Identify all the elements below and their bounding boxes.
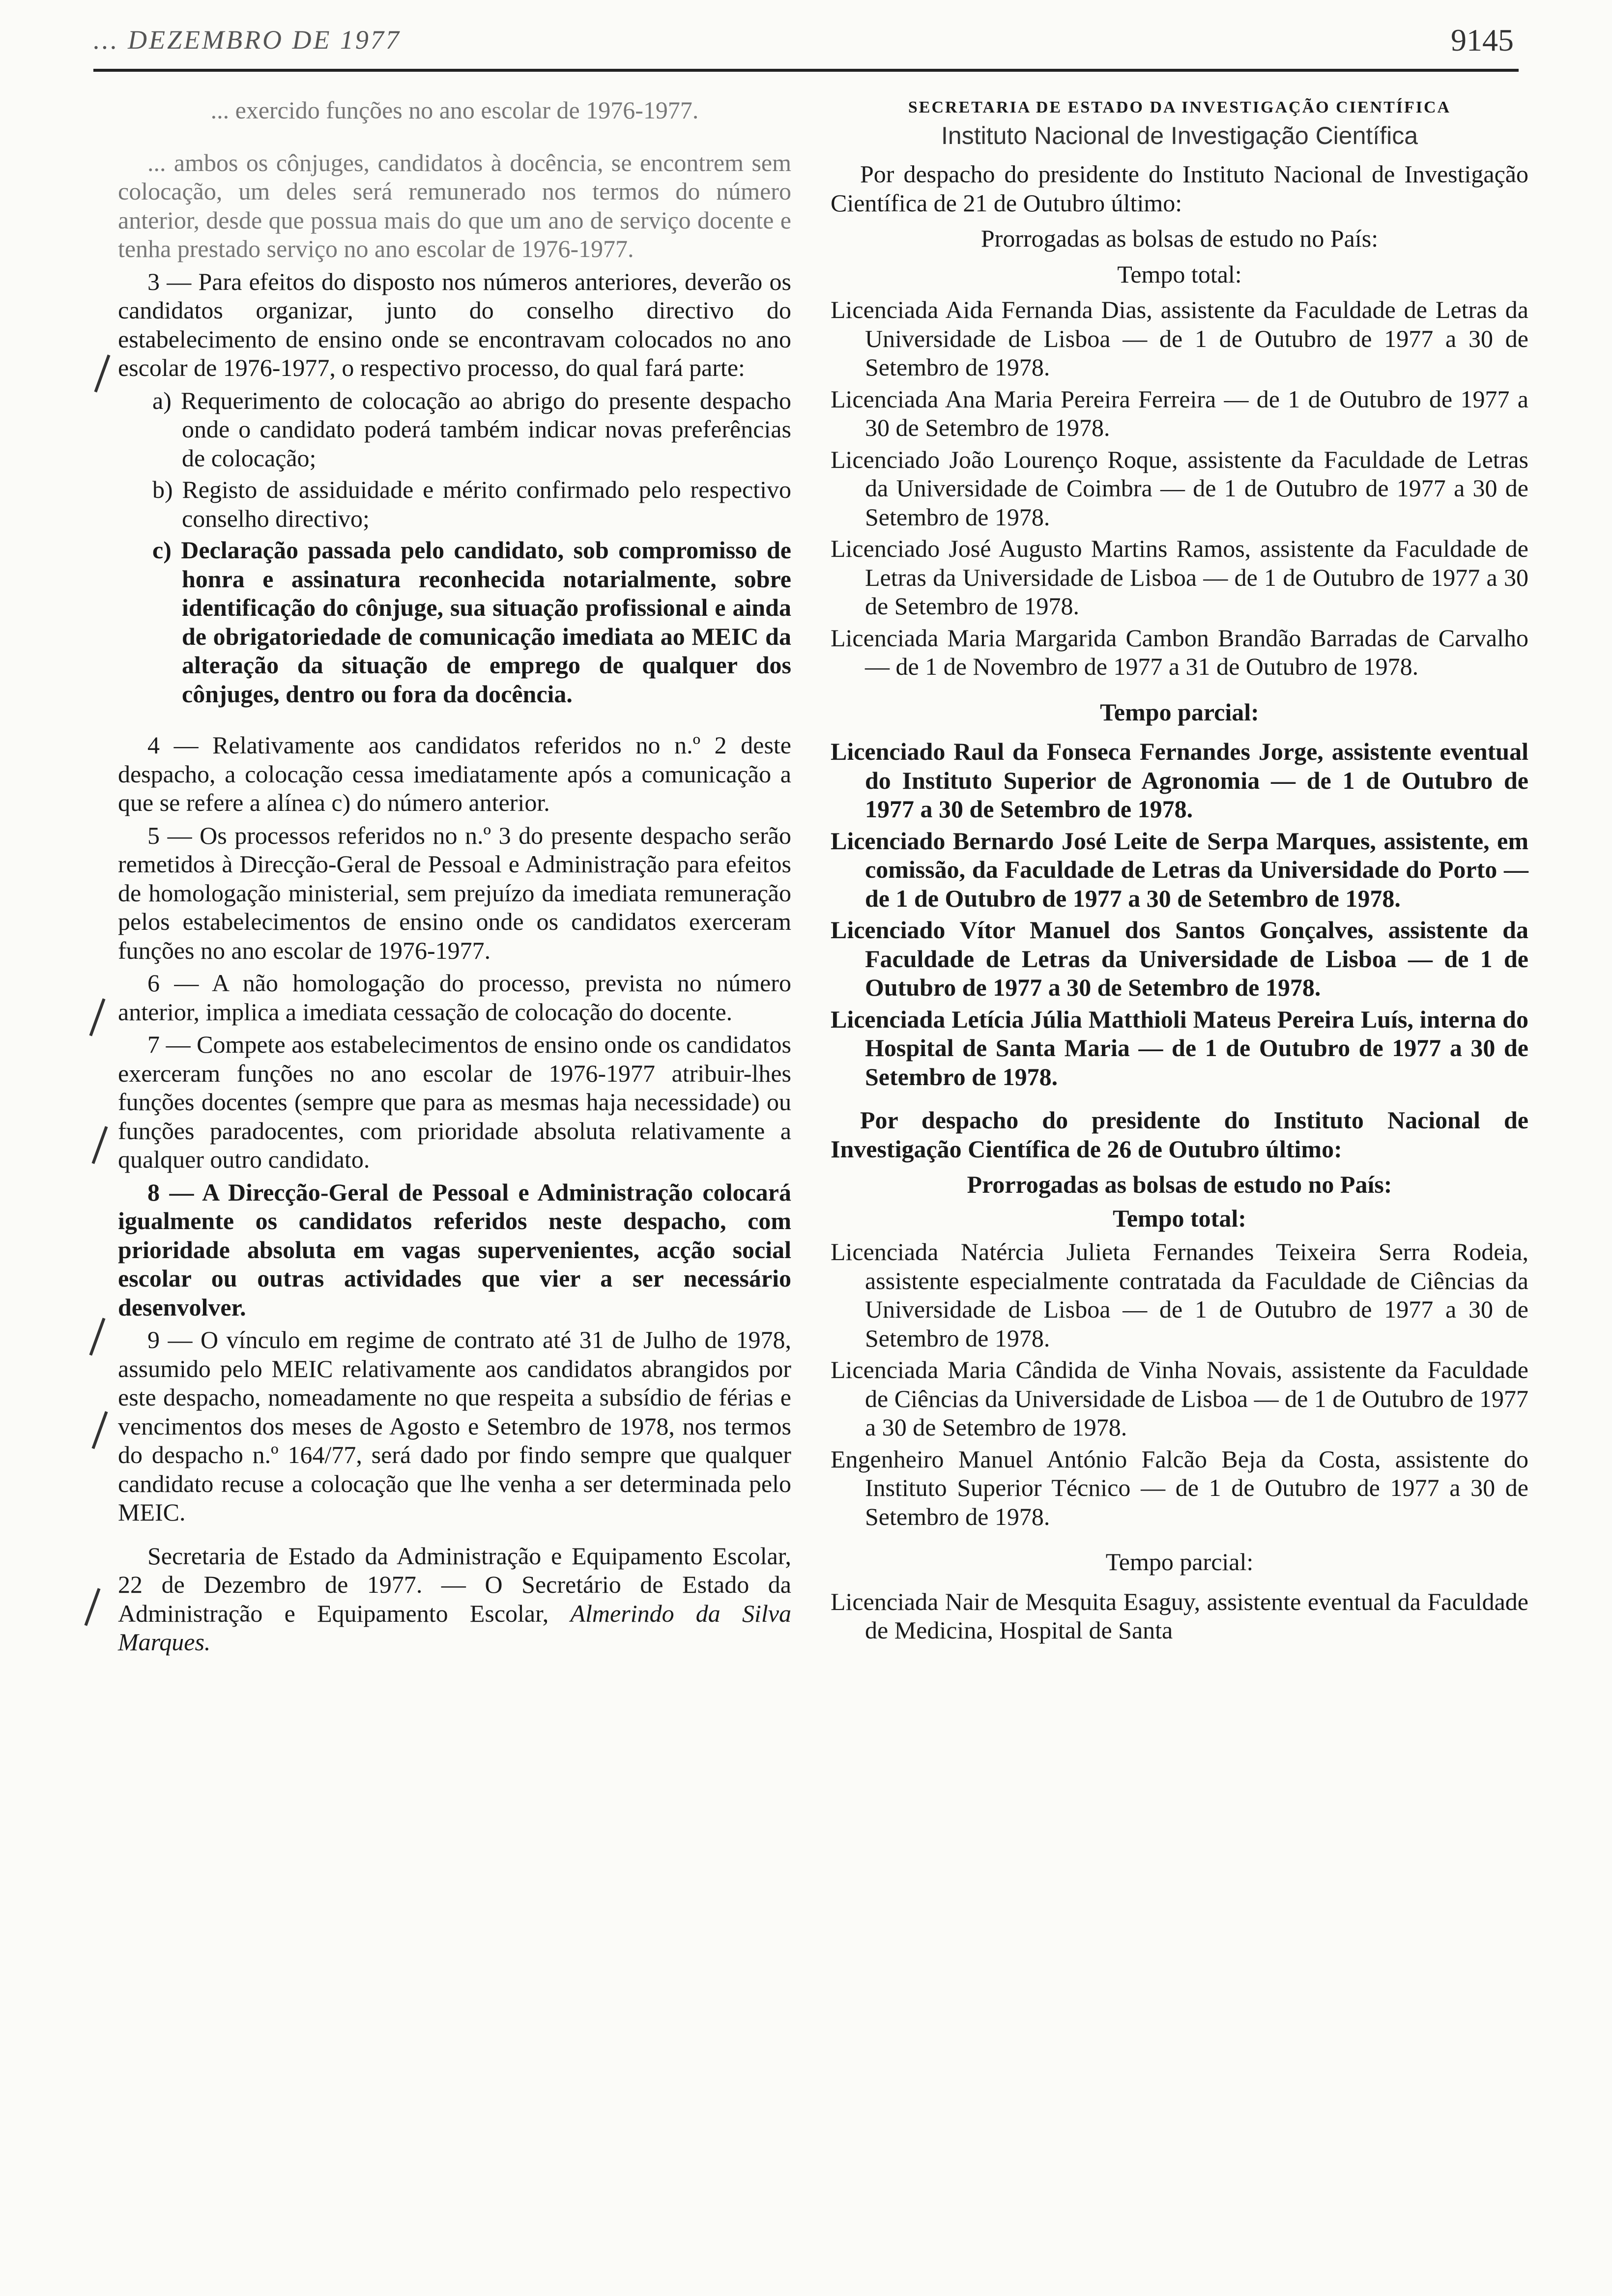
list-item: Licenciada Natércia Julieta Fernandes Teixeira Serra Rodeia, assistente especialmente contratada da Faculdade de Ciências da Universidade de Lisboa — de 1 de Outubro de 1977 a 30 de Setembro de 1978. [831, 1238, 1528, 1352]
list-item: Licenciada Maria Margarida Cambon Brandão Barradas de Carvalho — de 1 de Novembro de 1977 a 31 de Outubro de 1978. [831, 624, 1528, 681]
paragraph-8: 8 — A Direcção-Geral de Pessoal e Administração colocará igualmente os candidatos referidos neste despacho, com prioridade absoluta em vagas supervenientes, acção social escolar ou outras actividades que vier a ser necessário desenvolver. [118, 1178, 791, 1321]
institute-heading: Instituto Nacional de Investigação Científica [941, 121, 1418, 149]
list-item: Engenheiro Manuel António Falcão Beja da Costa, assistente do Instituto Superior Técnico — de 1 de Outubro de 1977 a 30 de Setembro de 1978. [831, 1445, 1528, 1530]
left-column [118, 96, 791, 1661]
top-fragment: ... exercido funções no ano escolar de 1976-1977. [210, 96, 699, 124]
despacho-2: Por despacho do presidente do Instituto Nacional de Investigação Científica de 26 de Outubro último: [831, 1106, 1528, 1163]
total-2-list [831, 1237, 1528, 1531]
list-item: Licenciado José Augusto Martins Ramos, assistente da Faculdade de Letras da Universidade de Lisboa — de 1 de Outubro de 1977 a 30 de Setembro de 1978. [831, 535, 1528, 620]
spacer [118, 129, 791, 148]
item-a: a) Requerimento de colocação ao abrigo do presente despacho onde o candidato poderá também indicar novas preferências de colocação; [152, 386, 791, 472]
closing-text [118, 1542, 791, 1657]
page-number: 9145 [1451, 23, 1514, 57]
secretariat-heading: SECRETARIA DE ESTADO DA INVESTIGAÇÃO CIENTÍFICA [908, 98, 1451, 116]
paragraph-2: ... ambos os cônjuges, candidatos à docência, se encontrem sem colocação, um deles será remunerado nos termos do número anterior, desde que possua mais do que um ano de serviço docente e tenha prestado serviço no ano escolar de 1976-1977. [118, 148, 791, 262]
despacho-1: Por despacho do presidente do Instituto Nacional de Investigação Científica de 21 de Outubro último: [831, 160, 1528, 217]
paragraph-4: 4 — Relativamente aos candidatos referidos no n.º 2 deste despacho, a colocação cessa imediatamente após a comunicação a que se refere a alínea c) do número anterior. [118, 731, 791, 816]
paragraph-9: 9 — O vínculo em regime de contrato até 31 de Julho de 1978, assumido pelo MEIC relativamente aos candidatos abrangidos por este despacho, nomeadamente no que respeita a subsídio de férias e vencimentos dos meses de Agosto e Setembro de 1978, nos termos do despacho n.º 164/77, será dado por findo sempre que qualquer candidato recuse a colocação que lhe venha a ser determinada pelo MEIC. [118, 1326, 791, 1526]
list-item: Licenciado Bernardo José Leite de Serpa Marques, assistente, em comissão, da Faculdade de Letras da Universidade do Porto — de 1 de Outubro de 1977 a 30 de Setembro de 1978. [831, 827, 1528, 912]
header-rule [93, 69, 1519, 72]
running-head: ... DEZEMBRO DE 1977 [93, 25, 401, 55]
item-b: b) Registo de assiduidade e mérito confirmado pelo respectivo conselho directivo; [152, 476, 791, 532]
parcial-2-list [831, 1587, 1528, 1645]
tempo-parcial-2: Tempo parcial: [1105, 1548, 1254, 1576]
margin-mark [94, 354, 111, 392]
item-c: c) Declaração passada pelo candidato, sob compromisso de honra e assinatura reconhecida notarialmente, sobre identificação do cônjuge, sua situação profissional e ainda de obrigatoriedade de comunicação imediata ao MEIC da alteração da situação de emprego de qualquer dos cônjuges, dentro ou fora da docência. [152, 536, 791, 708]
list-item: Licenciado Raul da Fonseca Fernandes Jorge, assistente eventual do Instituto Superior de Agronomia — de 1 de Outubro de 1977 a 30 de Setembro de 1978. [831, 738, 1528, 823]
paragraph-7: 7 — Compete aos estabelecimentos de ensino onde os candidatos exerceram funções no ano escolar de 1976-1977 atribuir-lhes funções docentes (sempre que para as mesmas haja necessidade) ou funções paradocentes, com prioridade absoluta relativamente a qualquer outro candidato. [118, 1031, 791, 1173]
paragraph-3: 3 — Para efeitos do disposto nos números anteriores, deverão os candidatos organizar, junto do conselho directivo do estabelecimento de ensino onde se encontravam colocados no ano escolar de 1976-1977, o respectivo processo, do qual fará parte: [118, 267, 791, 381]
prorrogadas-1: Prorrogadas as bolsas de estudo no País: [980, 225, 1379, 253]
margin-mark [92, 1126, 108, 1164]
paragraph-6: 6 — A não homologação do processo, prevista no número anterior, implica a imediata cessação de colocação do docente. [118, 969, 791, 1026]
total-1-list [831, 295, 1528, 681]
margin-mark [89, 998, 106, 1036]
margin-mark [89, 1318, 106, 1355]
margin-mark [92, 1411, 108, 1449]
tempo-parcial-1: Tempo parcial: [1100, 698, 1259, 726]
paragraph-5: 5 — Os processos referidos no n.º 3 do presente despacho serão remetidos à Direcção-Geral de Pessoal e Administração para efeitos de homologação ministerial, sem prejuízo da imediata remuneração pelos estabelecimentos de ensino onde os candidatos exerceram funções no ano escolar de 1976-1977. [118, 821, 791, 964]
signature: Almerindo da Silva Marques. [118, 1599, 792, 1656]
tempo-total-1: Tempo total: [1117, 260, 1242, 288]
list-item: Licenciada Letícia Júlia Matthioli Mateus Pereira Luís, interna do Hospital de Santa Maria — de 1 de Outubro de 1977 a 30 de Setembro de 1978. [831, 1005, 1528, 1091]
spacer [118, 711, 791, 731]
margin-mark [85, 1588, 101, 1626]
list-item: Licenciado João Lourenço Roque, assistente da Faculdade de Letras da Universidade de Coimbra — de 1 de Outubro de 1977 a 30 de Setembro de 1978. [831, 445, 1528, 531]
closing-line: Secretaria de Estado da Administração e Equipamento Escolar, 22 de Dezembro de 1977. — O Secretário de Estado da Administração e Equipamento Escolar, [118, 1542, 791, 1627]
list-item: Licenciada Aida Fernanda Dias, assistente da Faculdade de Letras da Universidade de Lisboa — de 1 de Outubro de 1977 a 30 de Setembro de 1978. [831, 296, 1528, 381]
parcial-1-list [831, 737, 1528, 1091]
list-item: Licenciada Maria Cândida de Vinha Novais, assistente da Faculdade de Ciências da Universidade de Lisboa — de 1 de Outubro de 1977 a 30 de Setembro de 1978. [831, 1356, 1528, 1441]
right-column [831, 96, 1528, 1648]
prorrogadas-2: Prorrogadas as bolsas de estudo no País: [967, 1171, 1392, 1199]
list-item: Licenciada Nair de Mesquita Esaguy, assistente eventual da Faculdade de Medicina, Hospital de Santa [831, 1587, 1528, 1644]
tempo-total-2: Tempo total: [1113, 1204, 1246, 1232]
list-item: Licenciada Ana Maria Pereira Ferreira — de 1 de Outubro de 1977 a 30 de Setembro de 1978. [831, 385, 1528, 442]
list-item: Licenciado Vítor Manuel dos Santos Gonçalves, assistente da Faculdade de Letras da Universidade de Lisboa — de 1 de Outubro de 1977 a 30 de Setembro de 1978. [831, 916, 1528, 1002]
